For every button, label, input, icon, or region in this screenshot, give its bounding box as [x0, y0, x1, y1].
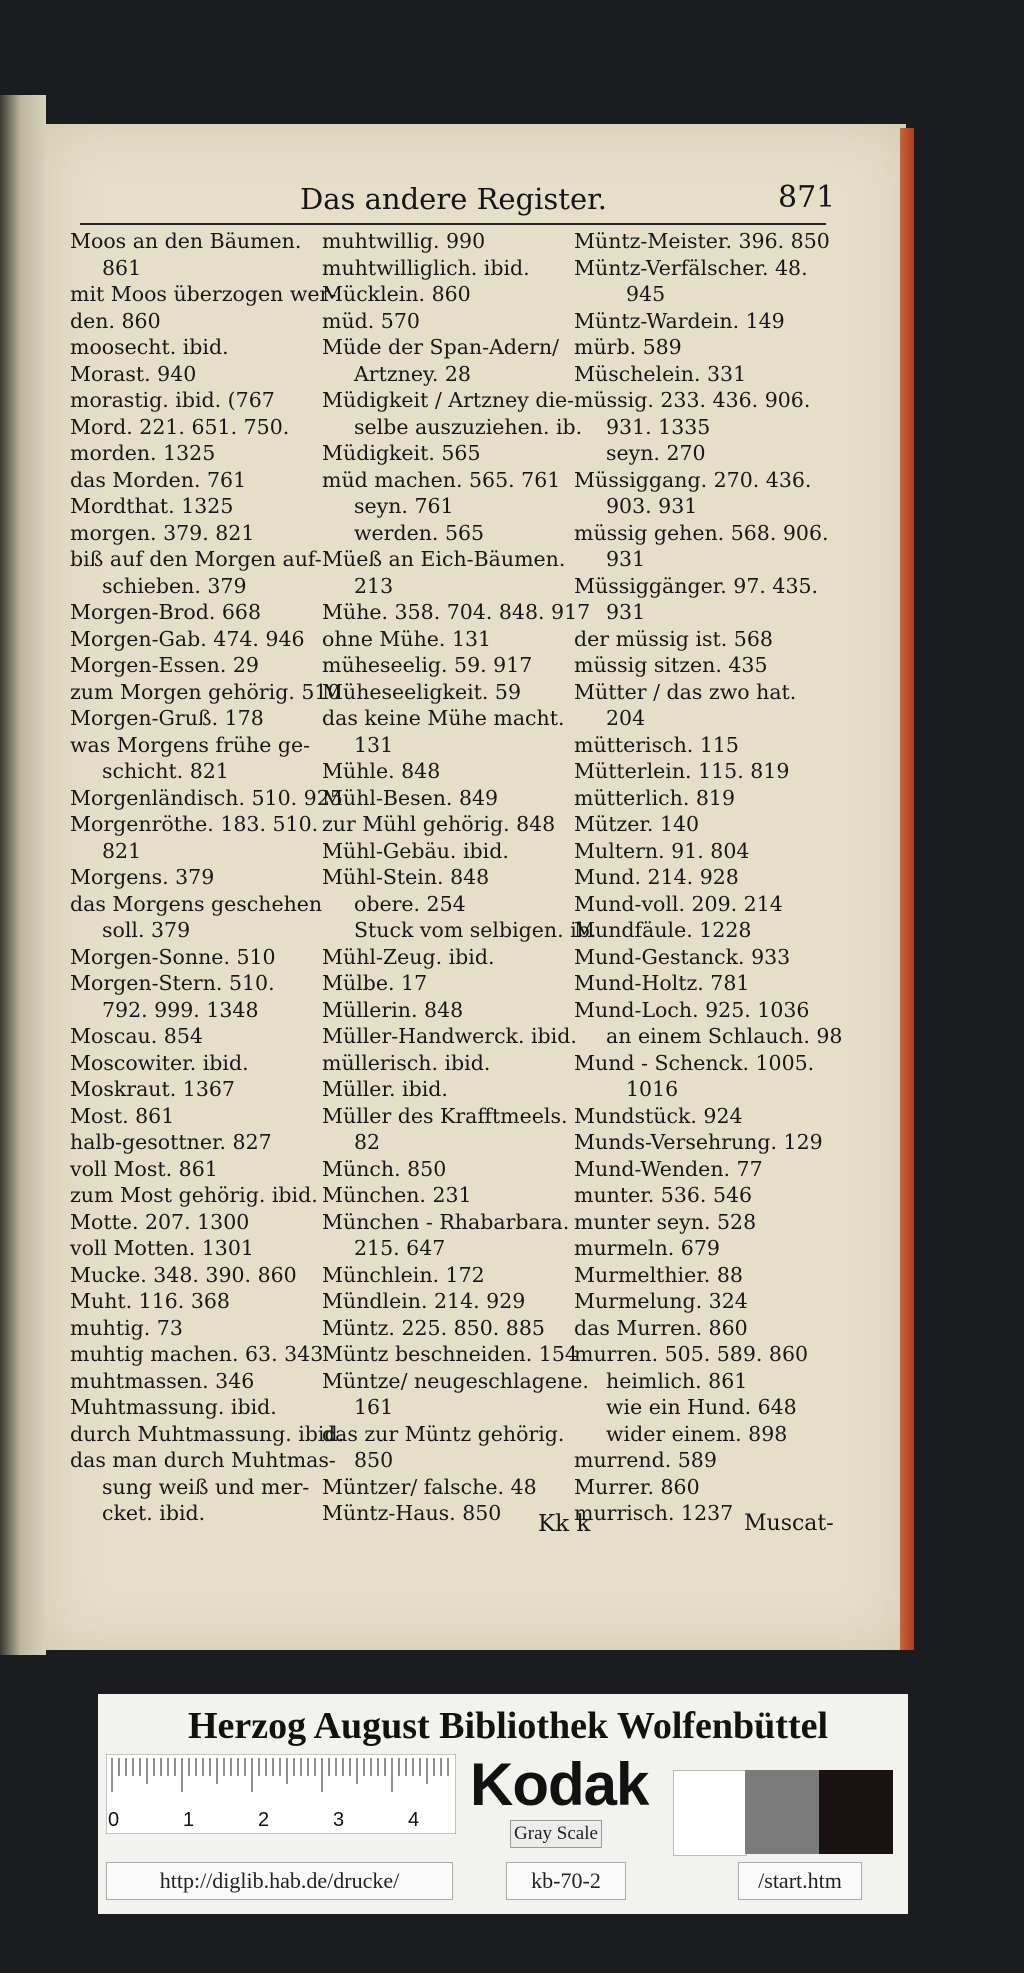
index-entry: Müntze/ neugeschlagene. [322, 1368, 589, 1393]
digital-library-url: http://diglib.hab.de/drucke/ [106, 1862, 453, 1900]
index-entry: Müller. ibid. [322, 1077, 448, 1101]
index-entry: murrend. 589 [574, 1448, 717, 1472]
gray-patch-mid [745, 1770, 819, 1854]
index-entry: munter. 536. 546 [574, 1183, 753, 1207]
index-entry: Moos an den Bäumen. [70, 229, 302, 253]
catchword: Muscat- [744, 1511, 834, 1536]
index-column-2 [322, 228, 596, 1527]
index-entry: 204 [606, 706, 646, 730]
index-entry: voll Most. 861 [70, 1156, 218, 1181]
index-entry: den. 860 [70, 308, 161, 333]
index-entry: Mühe. 358. 704. 848. 917 [322, 600, 591, 624]
index-entry: Müllerin. 848 [322, 997, 464, 1022]
index-entry: Morgen-Stern. 510. [70, 971, 275, 995]
ruler-number: 2 [258, 1809, 270, 1831]
index-entry: obere. 254 [354, 891, 466, 916]
index-entry: Morgenländisch. 510. 925 [70, 785, 343, 810]
index-entry: morden. 1325 [70, 441, 216, 465]
facing-page-edge [0, 95, 46, 1655]
index-entry: Mülbe. 17 [322, 971, 428, 995]
library-title: Herzog August Bibliothek Wolfenbüttel [187, 1705, 829, 1747]
index-entry: muhtmassen. 346 [70, 1368, 255, 1393]
index-entry: zum Morgen gehörig. 510 [70, 679, 341, 704]
ruler-number: 1 [183, 1809, 195, 1831]
index-entry: Mühl-Besen. 849 [322, 785, 499, 810]
index-entry: muhtwillig. 990 [322, 229, 486, 253]
index-entry: murren. 505. 589. 860 [574, 1342, 809, 1366]
index-entry: Most. 861 [70, 1103, 175, 1128]
index-entry: 215. 647 [354, 1236, 446, 1260]
index-entry: Müeß an Eich-Bäumen. [322, 547, 566, 571]
shelfmark-label: kb-70-2 [506, 1862, 626, 1900]
index-entry: Morgens. 379 [70, 865, 215, 889]
index-entry: Müntz. 225. 850. 885 [322, 1315, 545, 1340]
index-entry: Mücklein. 860 [322, 282, 471, 306]
start-page-label: /start.htm [738, 1862, 862, 1900]
index-entry: 821 [102, 838, 142, 863]
page-fore-edge [900, 128, 914, 1650]
index-entry: müd machen. 565. 761 [322, 467, 561, 492]
index-entry: 931. 1335 [606, 414, 711, 439]
index-entry: Morgen-Gab. 474. 946 [70, 626, 305, 651]
index-entry: Motte. 207. 1300 [70, 1209, 250, 1234]
index-entry: voll Motten. 1301 [70, 1236, 254, 1260]
index-entry: Müschelein. 331 [574, 361, 747, 386]
index-entry: Moscau. 854 [70, 1024, 203, 1048]
index-entry: müheseelig. 59. 917 [322, 653, 533, 677]
index-entry: Mühl-Zeug. ibid. [322, 944, 495, 969]
index-entry: Mühle. 848 [322, 759, 441, 783]
index-entry: Müde der Span-Adern/ [322, 335, 560, 359]
index-entry: Munds-Versehrung. 129 [574, 1130, 823, 1154]
index-entry: Mord. 221. 651. 750. [70, 414, 290, 439]
index-entry: wider einem. 898 [606, 1421, 788, 1446]
index-entry: Morast. 940 [70, 361, 197, 386]
index-entry: Müller-Handwerck. ibid. [322, 1024, 577, 1048]
index-entry: Morgen-Brod. 668 [70, 600, 262, 624]
index-entry: mürb. 589 [574, 335, 682, 359]
index-entry: muhtig. 73 [70, 1315, 183, 1340]
index-entry: Moscowiter. ibid. [70, 1050, 249, 1075]
index-entry: 213 [354, 573, 394, 598]
ruler-number: 4 [408, 1809, 420, 1831]
index-entry: seyn. 761 [354, 494, 454, 518]
index-entry: Mund-Gestanck. 933 [574, 944, 791, 969]
index-entry: Muht. 116. 368 [70, 1289, 230, 1313]
index-entry: Müntz-Haus. 850 [322, 1501, 502, 1525]
index-entry: heimlich. 861 [606, 1368, 748, 1393]
index-entry: Murmelthier. 88 [574, 1262, 743, 1287]
index-entry: Muhtmassung. ibid. [70, 1395, 277, 1419]
index-entry: Multern. 91. 804 [574, 838, 750, 863]
header-rule [80, 223, 826, 225]
index-entry: Murrer. 860 [574, 1474, 700, 1499]
index-entry: das zur Müntz gehörig. [322, 1421, 565, 1446]
index-entry: Müntz beschneiden. 154 [322, 1342, 578, 1366]
index-entry: wie ein Hund. 648 [606, 1395, 797, 1419]
index-entry: müssig sitzen. 435 [574, 653, 768, 677]
index-entry: das Morden. 761 [70, 467, 247, 492]
index-entry: Müheseeligkeit. 59 [322, 679, 522, 704]
index-entry: München. 231 [322, 1183, 472, 1207]
index-entry: mütterlich. 819 [574, 785, 736, 810]
index-entry: durch Muhtmassung. ibid. [70, 1421, 345, 1446]
index-entry: 161 [354, 1395, 394, 1419]
index-column-3 [574, 228, 842, 1527]
index-entry: Mund-voll. 209. 214 [574, 891, 783, 916]
index-entry: zur Mühl gehörig. 848 [322, 812, 556, 836]
index-entry: selbe auszuziehen. ib. [354, 414, 583, 439]
index-entry: schieben. 379 [102, 573, 247, 598]
index-entry: 850 [354, 1448, 394, 1472]
index-entry: Moskraut. 1367 [70, 1077, 235, 1101]
index-entry: 931 [606, 547, 646, 571]
index-entry: Mützer. 140 [574, 812, 700, 836]
index-entry: muhtwilliglich. ibid. [322, 255, 530, 280]
index-entry: an einem Schlauch. 98 [606, 1024, 843, 1048]
index-entry: murmeln. 679 [574, 1236, 720, 1260]
index-entry: Müdigkeit / Artzney die- [322, 388, 575, 412]
index-entry: Murmelung. 324 [574, 1289, 748, 1313]
index-entry: soll. 379 [102, 918, 191, 942]
index-entry: Mühl-Stein. 848 [322, 865, 490, 889]
index-entry: 131 [354, 732, 394, 757]
index-entry: müd. 570 [322, 308, 420, 333]
page-number: 871 [778, 180, 836, 215]
index-entry: Mund-Loch. 925. 1036 [574, 997, 810, 1022]
index-entry: Artzney. 28 [354, 361, 471, 386]
index-entry: müssig gehen. 568. 906. [574, 520, 829, 545]
index-entry: 792. 999. 1348 [102, 997, 259, 1022]
index-entry: das keine Mühe macht. [322, 706, 565, 730]
index-entry: Mund. 214. 928 [574, 865, 739, 889]
index-column-1 [70, 228, 344, 1527]
index-entry: Müntz-Meister. 396. 850 [574, 229, 830, 253]
index-entry: moosecht. ibid. [70, 335, 229, 359]
index-entry: mit Moos überzogen wer- [70, 282, 337, 306]
index-entry: Mund - Schenck. 1005. [574, 1050, 815, 1075]
index-entry: müllerisch. ibid. [322, 1050, 491, 1075]
index-entry: Morgen-Gruß. 178 [70, 706, 264, 730]
index-entry: werden. 565 [354, 520, 485, 545]
index-entry: das Murren. 860 [574, 1315, 748, 1340]
ruler-number: 0 [108, 1809, 120, 1831]
signature-mark: Kk k [538, 1511, 591, 1537]
index-entry: Morgenröthe. 183. 510. [70, 812, 319, 836]
index-entry: Mucke. 348. 390. 860 [70, 1262, 297, 1287]
index-entry: zum Most gehörig. ibid. [70, 1183, 318, 1207]
index-entry: halb-gesottner. 827 [70, 1130, 272, 1154]
index-entry: schicht. 821 [102, 759, 229, 783]
index-entry: müssig. 233. 436. 906. [574, 388, 811, 412]
index-entry: ohne Mühe. 131 [322, 626, 492, 651]
running-header: Das andere Register. [300, 182, 608, 216]
index-entry: morastig. ibid. (767 [70, 388, 275, 412]
index-entry: morgen. 379. 821 [70, 520, 255, 545]
index-entry: murrisch. 1237 [574, 1501, 734, 1525]
index-entry: 1016 [626, 1077, 679, 1101]
kodak-logo: Kodak [470, 1751, 649, 1818]
gray-patch-black [819, 1770, 893, 1854]
gray-scale-label: Gray Scale [510, 1820, 602, 1848]
index-entry: seyn. 270 [606, 441, 706, 465]
index-entry: mütterisch. 115 [574, 732, 739, 757]
gray-patch-white [673, 1770, 747, 1856]
index-entry: Stuck vom selbigen. ib. [354, 918, 597, 942]
index-entry: das man durch Muhtmas- [70, 1448, 336, 1472]
index-entry: München - Rhabarbara. [322, 1209, 570, 1234]
index-entry: biß auf den Morgen auf- [70, 547, 322, 571]
index-entry: munter seyn. 528 [574, 1209, 757, 1234]
index-entry: Mundfäule. 1228 [574, 918, 752, 942]
index-entry: Müller des Krafftmeels. [322, 1103, 568, 1128]
index-entry: Morgen-Essen. 29 [70, 653, 259, 677]
index-entry: Mundstück. 924 [574, 1103, 743, 1128]
index-entry: Müntz-Wardein. 149 [574, 308, 785, 333]
index-entry: Müssiggang. 270. 436. [574, 467, 812, 492]
index-entry: Mütterlein. 115. 819 [574, 759, 790, 783]
index-entry: der müssig ist. 568 [574, 626, 773, 651]
index-entry: Müssiggänger. 97. 435. [574, 573, 819, 598]
index-entry: sung weiß und mer- [102, 1474, 310, 1499]
index-entry: Mordthat. 1325 [70, 494, 234, 518]
scale-ruler [106, 1754, 456, 1834]
index-entry: 82 [354, 1130, 381, 1154]
index-entry: Münchlein. 172 [322, 1262, 485, 1287]
index-entry: 945 [626, 282, 666, 306]
index-entry: was Morgens frühe ge- [70, 732, 311, 757]
index-entry: Müdigkeit. 565 [322, 441, 481, 465]
index-entry: Mündlein. 214. 929 [322, 1289, 526, 1313]
index-entry: Mund-Wenden. 77 [574, 1156, 763, 1181]
index-entry: das Morgens geschehen [70, 891, 323, 916]
ruler-number: 3 [333, 1809, 345, 1831]
index-entry: Morgen-Sonne. 510 [70, 944, 276, 969]
index-entry: Mütter / das zwo hat. [574, 679, 797, 704]
index-entry: Müntzer/ falsche. 48 [322, 1474, 537, 1499]
index-entry: Müntz-Verfälscher. 48. [574, 255, 808, 280]
color-target-card [98, 1694, 908, 1914]
index-entry: muhtig machen. 63. 343 [70, 1342, 324, 1366]
index-entry: Münch. 850 [322, 1156, 447, 1181]
index-entry: 903. 931 [606, 494, 698, 518]
index-entry: 861 [102, 255, 142, 280]
index-entry: 931 [606, 600, 646, 624]
index-entry: Mund-Holtz. 781 [574, 971, 750, 995]
index-entry: cket. ibid. [102, 1501, 206, 1525]
index-entry: Mühl-Gebäu. ibid. [322, 838, 509, 863]
